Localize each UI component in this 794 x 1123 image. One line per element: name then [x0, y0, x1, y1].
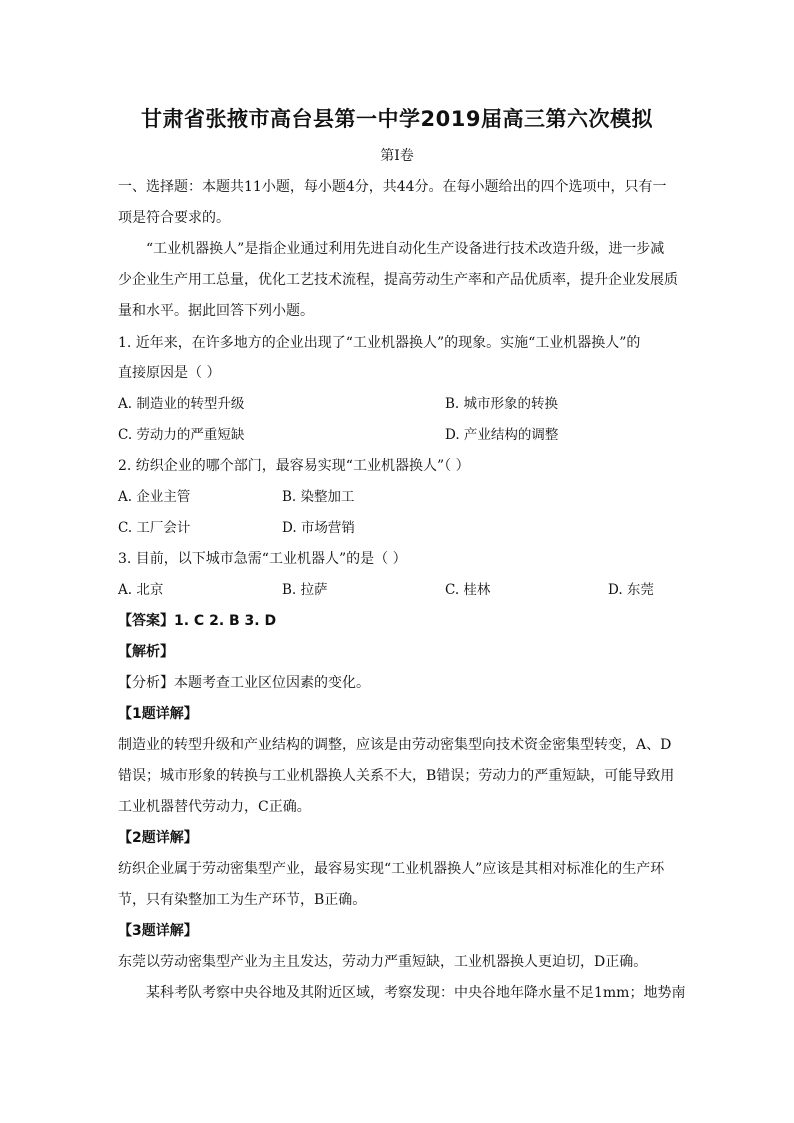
- passage-line-3: 量和水平。据此回答下列小题。: [118, 303, 314, 319]
- volume-subtitle: 第I卷: [380, 148, 414, 164]
- question-1-option-a: A. 制造业的转型升级: [118, 396, 245, 412]
- q2-detail-heading: 【2题详解】: [118, 830, 198, 846]
- question-1-stem-line-1: 1. 近年来，在许多地方的企业出现了“工业机器换人”的现象。实施“工业机器换人”的: [118, 335, 641, 351]
- page-title: 甘肃省张掖市高台县第一中学2019届高三第六次模拟: [141, 107, 653, 131]
- q1-detail-line-3: 工业机器替代劳动力，C正确。: [118, 799, 311, 815]
- section-intro-line-2: 项是符合要求的。: [118, 210, 230, 226]
- question-2-option-d: D. 市场营销: [282, 520, 355, 536]
- analysis-heading: 【解析】: [118, 644, 174, 660]
- question-1-stem-line-2: 直接原因是（ ）: [118, 365, 221, 381]
- q1-detail-line-2: 错误；城市形象的转换与工业机器换人关系不大，B错误；劳动力的严重短缺，可能导致用: [118, 768, 675, 784]
- question-2-option-b: B. 染整加工: [282, 489, 355, 505]
- q1-detail-line-1: 制造业的转型升级和产业结构的调整，应该是由劳动密集型向技术资金密集型转变，A、D: [118, 737, 672, 753]
- question-2-option-c: C. 工厂会计: [118, 520, 191, 536]
- question-1-option-c: C. 劳动力的严重短缺: [118, 427, 245, 443]
- question-3-option-c: C. 桂林: [445, 582, 491, 598]
- passage-line-2: 少企业生产用工总量，优化工艺技术流程，提高劳动生产率和产品优质率，提升企业发展质: [118, 272, 678, 288]
- q1-detail-heading: 【1题详解】: [118, 706, 198, 722]
- analysis-overview: 【分析】本题考查工业区位因素的变化。: [118, 675, 370, 691]
- question-2-stem: 2. 纺织企业的哪个部门，最容易实现“工业机器换人”（ ）: [118, 458, 470, 474]
- answer-line: 【答案】1. C 2. B 3. D: [118, 613, 277, 629]
- question-3-option-d: D. 东莞: [608, 582, 654, 598]
- q3-detail-heading: 【3题详解】: [118, 923, 198, 939]
- question-2-option-a: A. 企业主管: [118, 489, 191, 505]
- section-intro-line-1: 一、选择题：本题共11小题，每小题4分，共44分。在每小题给出的四个选项中，只有一: [118, 179, 667, 195]
- question-1-option-b: B. 城市形象的转换: [445, 396, 559, 412]
- q3-detail-line: 东莞以劳动密集型产业为主且发达，劳动力严重短缺，工业机器换人更迫切，D正确。: [118, 954, 648, 970]
- question-3-option-b: B. 拉萨: [282, 582, 328, 598]
- q2-detail-line-1: 纺织企业属于劳动密集型产业，最容易实现“工业机器换人”应该是其相对标准化的生产环: [118, 861, 665, 877]
- next-passage-line: 某科考队考察中央谷地及其附近区域，考察发现：中央谷地年降水量不足1mm；地势南: [146, 985, 686, 1001]
- q2-detail-line-2: 节，只有染整加工为生产环节，B正确。: [118, 892, 367, 908]
- question-1-option-d: D. 产业结构的调整: [445, 427, 559, 443]
- passage-line-1: “工业机器换人”是指企业通过利用先进自动化生产设备进行技术改造升级，进一步减: [146, 241, 665, 257]
- question-3-option-a: A. 北京: [118, 582, 164, 598]
- question-3-stem: 3. 目前，以下城市急需“工业机器人”的是（ ）: [118, 551, 407, 567]
